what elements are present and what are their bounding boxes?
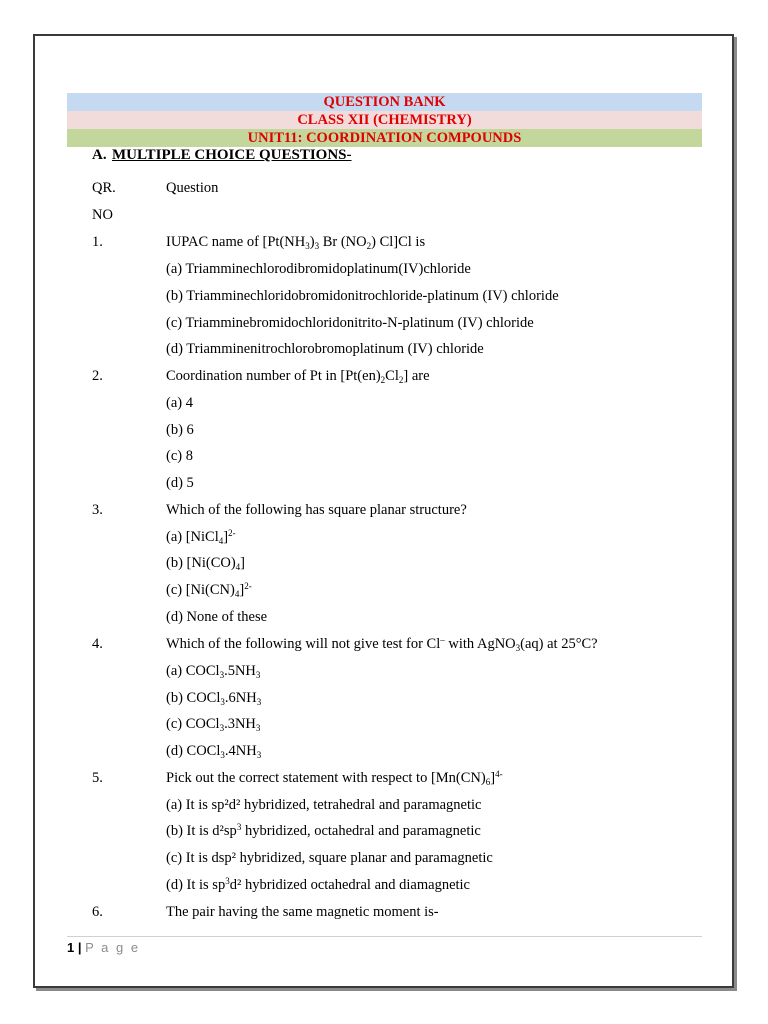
page-footer — [67, 940, 140, 955]
option-c: (c) $[Ni(CN)_4]^{2-}$ — [166, 581, 252, 599]
option-a: (a) $COCl_3.5NH_3$ — [166, 663, 261, 680]
option-d: (d) 5 — [166, 475, 194, 491]
option-b: (b) It is $d^2sp^3$ hybridized, octahedral and paramagnetic — [166, 822, 481, 839]
option-c: (c) Triamminebromidochloridonitrito-N-platinum (IV) chloride — [166, 315, 534, 331]
question-text: Coordination number of Pt in $[Pt(en)_2Cl_2]$ are — [166, 368, 430, 385]
title-unit: UNIT11: COORDINATION COMPOUNDS — [67, 129, 702, 147]
question-number: 1. — [92, 234, 103, 250]
title-question-bank: QUESTION BANK — [67, 93, 702, 111]
option-c: (c) It is dsp² hybridized, square planar and paramagnetic — [166, 850, 493, 866]
option-c: (c) 8 — [166, 448, 193, 464]
footer-separator: | — [77, 940, 82, 955]
option-a: (a) It is sp²d² hybridized, tetrahedral and paramagnetic — [166, 797, 482, 813]
section-letter: A. — [92, 147, 107, 163]
question-text: IUPAC name of [$Pt(NH_3)_3$ Br $(NO_2)$ Cl]Cl is — [166, 234, 426, 251]
option-d: (d) None of these — [166, 609, 268, 625]
col-header-no: NO — [92, 207, 113, 223]
question-text: Which of the following will not give test for Cl– with AgNO$_3$(aq) at 25°C? — [166, 635, 598, 653]
option-d: (d) $COCl_3.4NH_3$ — [166, 743, 262, 760]
option-b: (b) $COCl_3.6NH_3$ — [166, 690, 262, 707]
page-label: P a g e — [85, 940, 141, 955]
col-header-qr: QR. — [92, 180, 116, 196]
footer-divider — [67, 936, 702, 937]
option-a: (a) [NiCl$_4$]$^{2-}$ — [166, 528, 236, 546]
option-d: (d) Triamminenitrochlorobromoplatinum (IV) chloride — [166, 341, 484, 357]
question-number: 3. — [92, 502, 103, 518]
option-b: (b) Triamminechloridobromidonitrochloride-platinum (IV) chloride — [166, 288, 559, 304]
question-number: 6. — [92, 904, 103, 920]
col-header-question: Question — [166, 180, 219, 196]
option-c: (c) $COCl_3.3NH_3$ — [166, 716, 261, 733]
option-a: (a) Triamminechlorodibromidoplatinum(IV)chloride — [166, 261, 471, 277]
question-text: Which of the following has square planar structure? — [166, 502, 467, 518]
title-class: CLASS XII (CHEMISTRY) — [67, 111, 702, 129]
question-text: The pair having the same magnetic moment is- — [166, 904, 439, 920]
option-b: (b) 6 — [166, 422, 194, 438]
question-number: 2. — [92, 368, 103, 384]
page-number: 1 — [67, 940, 75, 955]
question-number: 4. — [92, 636, 103, 652]
section-heading — [92, 147, 352, 164]
question-text: Pick out the correct statement with respect to $[Mn(CN)_6]^{4-}$ — [166, 769, 503, 787]
option-d: (d) It is $sp^3d^2$ hybridized octahedral and diamagnetic — [166, 876, 470, 893]
option-a: (a) 4 — [166, 395, 193, 411]
question-number: 5. — [92, 770, 103, 786]
option-b: (b) $[Ni(CO)_4]$ — [166, 555, 246, 572]
section-title: MULTIPLE CHOICE QUESTIONS- — [112, 147, 352, 163]
